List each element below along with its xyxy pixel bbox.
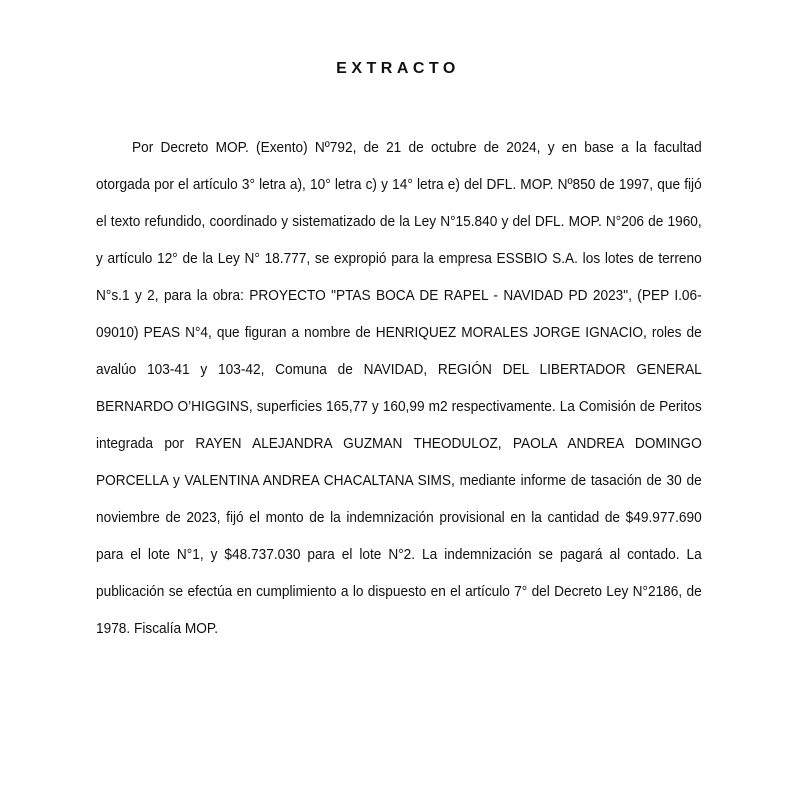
document-body: Por Decreto MOP. (Exento) Nº792, de 21 de octubre de 2024, y en base a la facultad otorgada por el artículo 3° letra a), 10° letra c) y 14° letra e) del DFL. MOP. Nº850 de 1997, que fijó el texto refundido, coordinado y sistematizado de la Ley N°15.840 y del DFL. MOP. N°206 de 1960, y artículo 12° de la Ley N° 18.777, se expropió para la empresa ESSBIO S.A. los lotes de terreno N°s.1 y 2, para la obra: PROYECTO "PTAS BOCA DE RAPEL - NAVIDAD PD 2023", (PEP I.06-09010) PEAS N°4, que figuran a nombre de HENRIQUEZ MORALES JORGE IGNACIO, roles de avalúo 103-41 y 103-42, Comuna de NAVIDAD, REGIÓN DEL LIBERTADOR GENERAL BERNARDO O’HIGGINS, superficies 165,77 y 160,99 m2 respectivamente. La Comisión de Peritos integrada por RAYEN ALEJANDRA GUZMAN THEODULOZ, PAOLA ANDREA DOMINGO PORCELLA y VALENTINA ANDREA CHACALTANA SIMS, mediante informe de tasación de 30 de noviembre de 2023, fijó el monto de la indemnización provisional en la cantidad de $49.977.690 para el lote N°1, y $48.737.030 para el lote N°2. La indemnización se pagará al contado. La publicación se efectúa en cumplimiento a lo dispuesto en el artículo 7° del Decreto Ley N°2186, de 1978. Fiscalía MOP. (96, 139, 702, 637)
document-title: EXTRACTO (336, 60, 460, 77)
